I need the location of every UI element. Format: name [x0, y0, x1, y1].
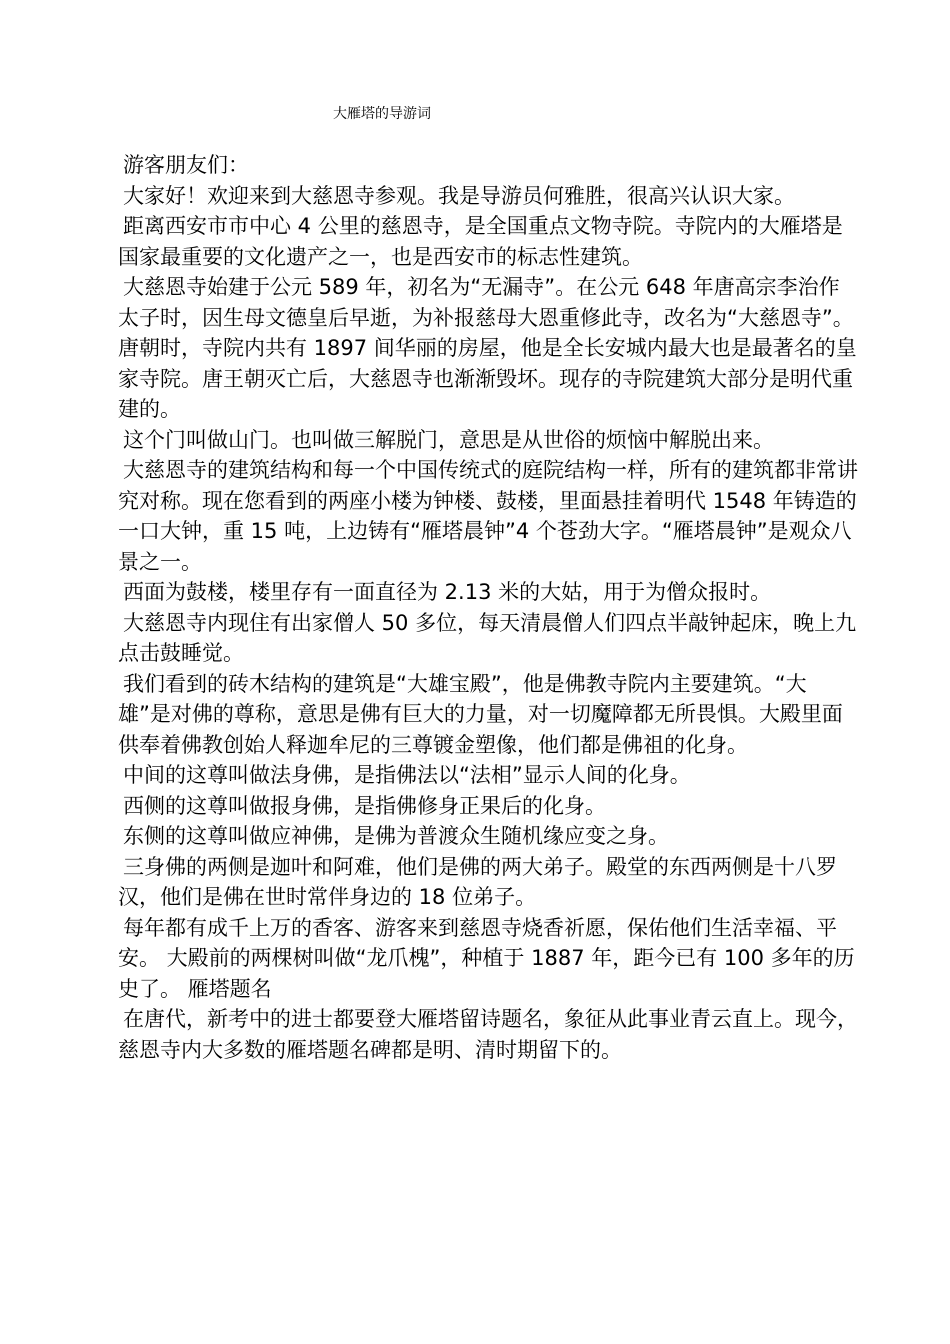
paragraph-location: 距离西安市市中心 4 公里的慈恩寺，是全国重点文物寺院。寺院内的大雁塔是国家最重要的文化遗产之一，也是西安市的标志性建筑。 [118, 214, 843, 269]
paragraph-dharmakaya-buddha: 中间的这尊叫做法身佛，是指佛法以“法相”显示人间的化身。 [123, 763, 691, 787]
paragraph-disciples: 三身佛的两侧是迦叶和阿难，他们是佛的两大弟子。殿堂的东西两侧是十八罗汉，他们是佛在世时常伴身边的 18 位弟子。 [118, 854, 837, 909]
paragraph-welcome: 大家好！欢迎来到大慈恩寺参观。我是导游员何雅胜，很高兴认识大家。 [123, 183, 795, 208]
paragraph-inscriptions: 在唐代，新考中的进士都要登大雁塔留诗题名，象征从此事业青云直上。现今，慈恩寺内大多数的雁塔题名碑都是明、清时期留下的。 [118, 1007, 858, 1062]
paragraph-mountain-gate: 这个门叫做山门。也叫做三解脱门，意思是从世俗的烦恼中解脱出来。 [123, 427, 774, 452]
paragraph-monks: 大慈恩寺内现住有出家僧人 50 多位，每天清晨僧人们四点半敲钟起床，晚上九点击鼓睡觉。 [118, 610, 857, 665]
paragraph-greeting: 游客朋友们： [123, 153, 249, 177]
paragraph-drum-tower: 西面为鼓楼，楼里存有一面直径为 2.13 米的大姑，用于为僧众报时。 [123, 580, 772, 604]
paragraph-history: 大慈恩寺始建于公元 589 年，初名为“无漏寺”。在公元 648 年唐高宗李治作太子时，因生母文德皇后早逝，为补报慈母大恩重修此寺，改名为“大慈恩寺”。唐朝时，寺院内共有 1897 间华丽的房屋，他是全长安城内最大也是最著名的皇家寺院。唐王朝灭亡后，大慈恩寺也渐渐毁坏。现存的寺院建筑大部分是明代重建的。 [118, 275, 857, 421]
paragraph-sambhogakaya-buddha: 西侧的这尊叫做报身佛，是指佛修身正果后的化身。 [123, 793, 606, 818]
page-title: 大雁塔的导游词 [333, 106, 431, 122]
document-body [118, 150, 858, 1065]
paragraph-pilgrims: 每年都有成千上万的香客、游客来到慈恩寺烧香祈愿，保佑他们生活幸福、平安。 大殿前的两棵树叫做“龙爪槐”，种植于 1887 年，距今已有 100 多年的历史了。 雁塔题名 [118, 915, 855, 1001]
paragraph-main-hall: 我们看到的砖木结构的建筑是“大雄宝殿”，他是佛教寺院内主要建筑。“大雄”是对佛的尊称，意思是佛有巨大的力量，对一切魔障都无所畏惧。大殿里面供奉着佛教创始人释迦牟尼的三尊镀金塑像，他们都是佛祖的化身。 [118, 671, 843, 757]
paragraph-bell-tower: 大慈恩寺的建筑结构和每一个中国传统式的庭院结构一样，所有的建筑都非常讲究对称。现在您看到的两座小楼为钟楼、鼓楼，里面悬挂着明代 1548 年铸造的一口大钟，重 15 吨，上边铸有“雁塔晨钟”4 个苍劲大字。“雁塔晨钟”是观众八景之一。 [118, 458, 858, 574]
paragraph-nirmanakaya-buddha: 东侧的这尊叫做应神佛，是佛为普渡众生随机缘应变之身。 [123, 824, 669, 848]
